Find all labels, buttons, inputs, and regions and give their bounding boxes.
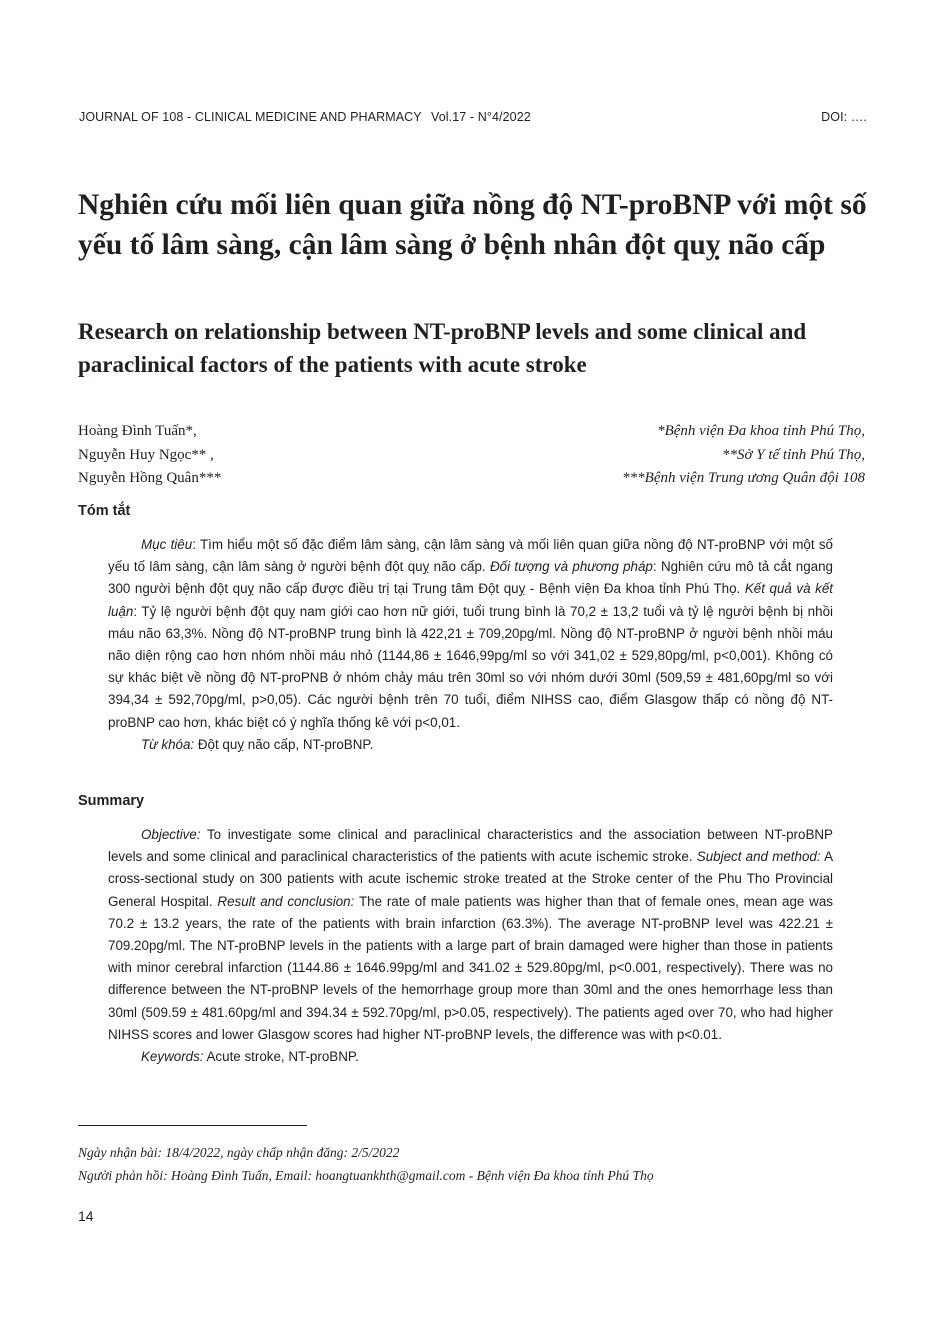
result-text: The rate of male patients was higher than that of female ones, mean age was 70.2 ± 13.2 years, the rate of the patients with brain infarction (63.3%). The average NT-proBNP level was 422.21 ± 709.20pg/ml. The NT-proBNP levels in the patients with a large part of brain damaged were higher than those in patients with minor cerebral infarction (1144.86 ± 1646.99pg/ml and 341.02 ± 529.80pg/ml, p<0.001, respectively). There was no difference between the NT-proBNP levels of the hemorrhage group more than 30ml and the ones hemorrhage less than 30ml (509.59 ± 481.60pg/ml and 394.34 ± 592.70pg/ml, p>0.05, respectively). The patients aged over 70, who had higher NIHSS scores and lower Glasgow scores had higher NT-proBNP levels, the difference was with p<0.01. [108, 893, 833, 1042]
objective-text: : Tìm hiểu một số đặc điểm lâm sàng, cận lâm sàng và mối liên quan giữa nồng độ NT-proBNP với một số yếu tố lâm sàng, cận lâm sàng ở người bệnh đột quỵ não cấp. [108, 537, 833, 575]
footnotes [78, 1141, 868, 1187]
title-vietnamese: Nghiên cứu mối liên quan giữa nồng độ NT-proBNP với một số yếu tố lâm sàng, cận lâm sàng ở bệnh nhân đột quỵ não cấp [78, 189, 867, 261]
method-label: Đối tượng và phương pháp [489, 559, 653, 575]
abstract-en-heading: Summary [78, 793, 145, 809]
author-list [78, 420, 378, 491]
affiliation: *Bệnh viện Đa khoa tỉnh Phú Thọ, [657, 423, 865, 439]
method-label: Subject and method: [696, 849, 821, 865]
result-label: Kết quả và kết luận [108, 581, 833, 619]
abstract-vi-heading: Tóm tắt [78, 503, 131, 519]
keywords-text: Acute stroke, NT-proBNP. [203, 1049, 359, 1065]
abstract-en-body [108, 824, 833, 1046]
footnote-divider [78, 1125, 307, 1126]
title-english: Research on relationship between NT-proBNP levels and some clinical and paraclinical factors of the patients with acute stroke [78, 319, 807, 377]
method-text: : Nghiên cứu mô tả cắt ngang 300 người bệnh đột quỵ não cấp được điều trị tại Trung tâm Đột quỵ - Bệnh viện Đa khoa tỉnh Phú Thọ. [108, 559, 834, 597]
keywords-label: Keywords: [141, 1049, 204, 1065]
running-header [79, 110, 867, 130]
result-text: : Tỷ lệ người bệnh đột quỵ nam giới cao hơn nữ giới, tuổi trung bình là 70,2 ± 13,2 tuổi và tỷ lệ người bệnh bị nhồi máu não 63,3%. Nồng độ NT-proBNP trung bình là 422,21 ± 709,20pg/ml. Nồng độ NT-proBNP ở người bệnh nhồi máu não diện rộng cao hơn nhóm nhồi máu nhỏ (1144,86 ± 1646,99pg/ml so với 341,02 ± 529,80pg/ml, p<0,001). Không có sự khác biệt về nồng độ NT-proPNB ở nhóm chảy máu trên 30ml so với nhóm dưới 30ml (509,59 ± 481,60pg/ml so với 394,34 ± 592,70pg/ml, p>0,05). Các người bệnh trên 70 tuổi, điểm NIHSS cao, điểm Glasgow thấp có nồng độ NT-proBNP cao hơn, khác biệt có ý nghĩa thống kê với p<0,01. [108, 603, 833, 730]
objective-label: Mục tiêu [141, 537, 193, 552]
keywords-label: Từ khóa: [141, 736, 195, 752]
result-label: Result and conclusion: [217, 893, 355, 909]
page-number: 14 [78, 1208, 94, 1224]
author: Nguyễn Hồng Quân*** [78, 470, 222, 486]
journal-name: JOURNAL OF 108 - CLINICAL MEDICINE AND PHARMACY [79, 110, 422, 124]
abstract-vi-keywords [108, 734, 833, 756]
abstract-vi [108, 534, 833, 756]
affiliation: **Sở Y tế tỉnh Phú Thọ, [721, 446, 865, 463]
objective-label: Objective: [141, 827, 201, 842]
abstract-vi-body [108, 534, 833, 734]
keywords-text: Đột quỵ não cấp, NT-proBNP. [194, 736, 374, 752]
objective-text: To investigate some clinical and paraclinical characteristics and the association between NT-proBNP levels and some clinical and paraclinical characteristics of the patients with acute ischemic stroke. [108, 827, 833, 865]
affiliation-list [445, 420, 865, 491]
abstract-en [108, 824, 833, 1068]
author: Nguyễn Huy Ngọc** , [78, 446, 214, 463]
volume-issue: Vol.17 - N°4/2022 [431, 110, 531, 124]
affiliation: ***Bệnh viện Trung ương Quân đội 108 [622, 470, 865, 486]
method-text: A cross-sectional study on 300 patients with acute ischemic stroke treated at the Stroke center of the Phu Tho Provincial General Hospital. [108, 849, 834, 909]
abstract-en-keywords [108, 1046, 833, 1068]
corresponding-author-note: Người phản hồi: Hoàng Đình Tuấn, Email: hoangtuankhth@gmail.com - Bệnh viện Đa khoa tỉnh Phú Thọ [78, 1168, 654, 1183]
received-date-note: Ngày nhận bài: 18/4/2022, ngày chấp nhận đăng: 2/5/2022 [78, 1145, 400, 1160]
doi: DOI: …. [821, 110, 867, 124]
author: Hoàng Đình Tuấn*, [78, 423, 197, 439]
